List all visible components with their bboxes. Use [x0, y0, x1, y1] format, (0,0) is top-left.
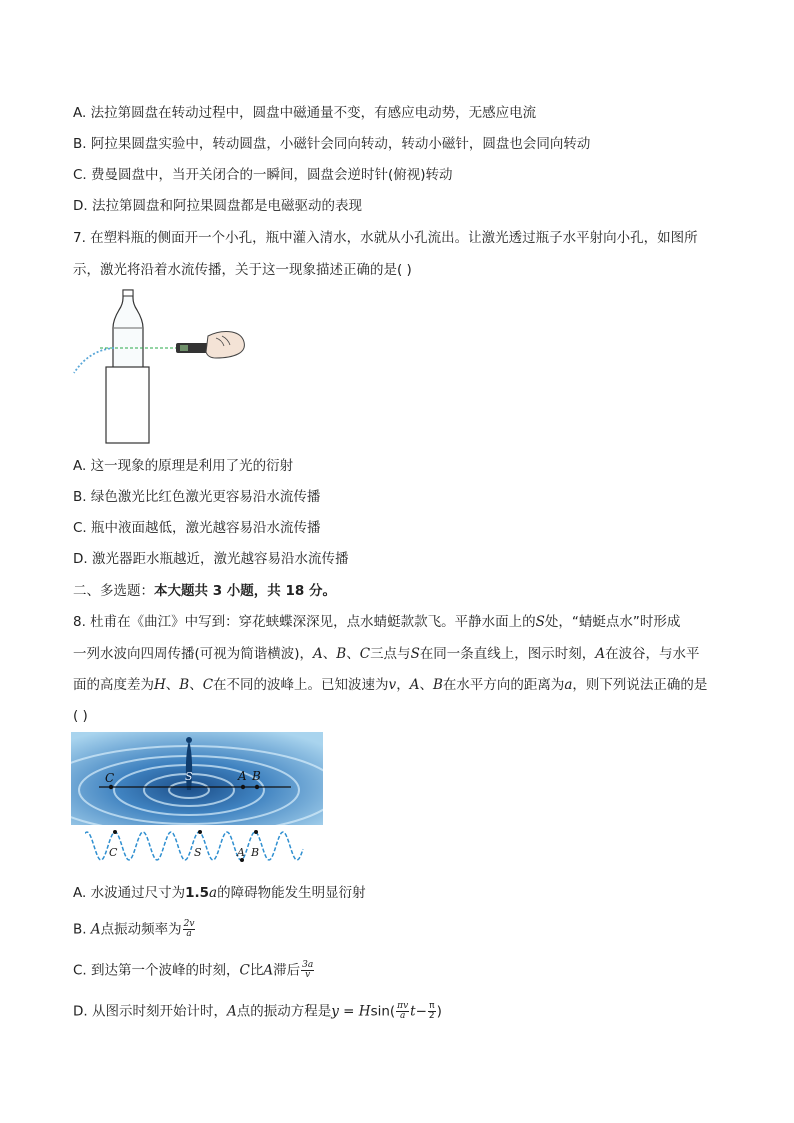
photo-label-s: S [185, 770, 193, 783]
wave-label-c: C [109, 846, 118, 859]
photo-label-a: A [238, 769, 247, 783]
bottle-outline [113, 290, 143, 376]
fraction: $\frac{\pi v}{a}$ [397, 1001, 409, 1021]
q6-option-d: D. 法拉第圆盘和阿拉果圆盘都是电磁驱动的表现 [73, 198, 362, 214]
section-heading: 二、多选题：本大题共 3 小题，共 18 分。 [73, 583, 336, 599]
q7-option-c: C. 瓶中液面越低，激光越容易沿水流传播 [73, 520, 321, 536]
q8-stem-line3: 面的高度差为H、B、C在不同的波峰上。已知波速为v，A、B在水平方向的距离为a，则下列说法正确的是 [73, 677, 708, 693]
fraction: $\frac{2v}{a}$ [183, 919, 195, 939]
wave-label-s: S [194, 846, 202, 859]
q6-option-c: C. 费曼圆盘中，当开关闭合的一瞬间，圆盘会逆时针(俯视)转动 [73, 167, 453, 183]
q8-stem-line2: 一列水波向四周传播(可视为简谐横波)，A、B、C三点与S在同一条直线上，图示时刻，A在波谷，与水平 [73, 646, 700, 662]
bottle-cap [123, 290, 133, 296]
q7-stem-line1: 7. 在塑料瓶的侧面开一个小孔，瓶中灌入清水，水就从小孔流出。让激光透过瓶子水平射向小孔，如图所 [73, 230, 698, 246]
photo-label-b: B [252, 769, 261, 783]
q7-option-a: A. 这一现象的原理是利用了光的衍射 [73, 458, 294, 474]
photo-label-c: C [105, 771, 115, 785]
q6-option-a: A. 法拉第圆盘在转动过程中，圆盘中磁通量不变，有感应电动势，无感应电流 [73, 105, 537, 121]
q7-option-d: D. 激光器距水瓶越近，激光越容易沿水流传播 [73, 551, 349, 567]
q7-option-b: B. 绿色激光比红色激光更容易沿水流传播 [73, 489, 321, 505]
q8-stem-line1: 8. 杜甫在《曲江》中写到：穿花蛱蝶深深见，点水蜻蜓款款飞。平静水面上的S处，“蜻蜓点水”时形成 [73, 614, 681, 630]
q7-stem-line2: 示，激光将沿着水流传播，关于这一现象描述正确的是( ) [73, 262, 412, 278]
q6-option-b: B. 阿拉果圆盘实验中，转动圆盘，小磁针会同向转动，转动小磁针，圆盘也会同向转动 [73, 136, 591, 152]
q8-option-d: D. 从图示时刻开始计时，A点的振动方程是y = Hsin( $\frac{\pi v}{a}$ t− $\frac{\pi}{2}$ ) [73, 1001, 442, 1021]
fraction: $\frac{\pi}{2}$ [428, 1001, 435, 1021]
hand [206, 332, 244, 359]
q8-option-a: A. 水波通过尺寸为1.5a的障碍物能发生明显衍射 [73, 885, 366, 901]
water-ripple-photo [71, 732, 323, 825]
bottle-laser-figure [70, 286, 250, 446]
q8-stem-line4: ( ) [73, 708, 88, 724]
bottle-stand [106, 367, 149, 443]
wave-diagram [85, 826, 307, 866]
fraction: $\frac{3a}{v}$ [302, 960, 314, 980]
wave-label-a: A [237, 846, 245, 859]
q8-option-b: B. A点振动频率为 $\frac{2v}{a}$ [73, 919, 195, 939]
wave-label-b: B [251, 846, 260, 859]
q8-option-c: C. 到达第一个波峰的时刻，C比A滞后 $\frac{3a}{v}$ [73, 960, 314, 980]
laser-pointer-tip [180, 345, 188, 351]
